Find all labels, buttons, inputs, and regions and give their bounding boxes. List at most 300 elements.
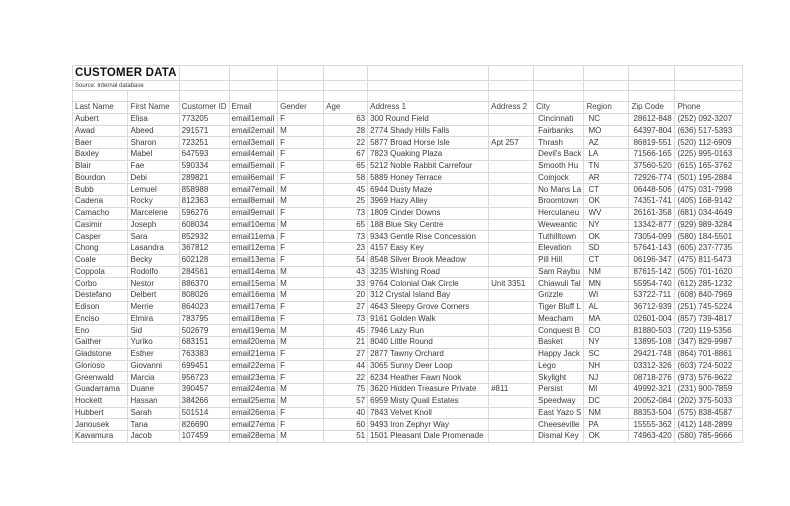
cell-address-1[interactable]: 9343 Gentle Rise Concession bbox=[368, 231, 489, 243]
cell-phone[interactable]: (505) 701-1620 bbox=[675, 266, 743, 278]
cell-email[interactable]: email12ema bbox=[229, 243, 278, 255]
cell-first-name[interactable]: Nestor bbox=[128, 278, 179, 290]
cell-city[interactable]: Tuthilltown bbox=[534, 231, 584, 243]
cell-email[interactable]: email9email bbox=[229, 207, 278, 219]
cell-customer-id[interactable]: 864023 bbox=[179, 301, 229, 313]
cell-region[interactable]: NJ bbox=[584, 372, 629, 384]
cell-address-2[interactable] bbox=[489, 184, 534, 196]
cell-phone[interactable]: (681) 034-4649 bbox=[675, 207, 743, 219]
cell-address-2[interactable] bbox=[489, 313, 534, 325]
cell-address-2[interactable] bbox=[489, 348, 534, 360]
cell-city[interactable]: Cincinnati bbox=[534, 113, 584, 125]
cell-email[interactable]: email16ema bbox=[229, 290, 278, 302]
cell-last-name[interactable]: Gladstone bbox=[73, 348, 128, 360]
cell-first-name[interactable]: Marcia bbox=[128, 372, 179, 384]
cell[interactable] bbox=[73, 91, 128, 102]
cell-address-1[interactable]: 2877 Tawny Orchard bbox=[368, 348, 489, 360]
cell-address-1[interactable]: 188 Blue Sky Centre bbox=[368, 219, 489, 231]
cell-phone[interactable]: (615) 165-3762 bbox=[675, 160, 743, 172]
cell[interactable] bbox=[675, 91, 743, 102]
cell-age[interactable]: 57 bbox=[324, 395, 368, 407]
cell-gender[interactable]: M bbox=[278, 395, 324, 407]
cell-first-name[interactable]: Jacob bbox=[128, 431, 179, 443]
cell-customer-id[interactable]: 502679 bbox=[179, 325, 229, 337]
cell-city[interactable]: No Mans La bbox=[534, 184, 584, 196]
cell-gender[interactable]: F bbox=[278, 160, 324, 172]
cell-age[interactable]: 73 bbox=[324, 207, 368, 219]
cell-gender[interactable]: F bbox=[278, 372, 324, 384]
cell-last-name[interactable]: Baxley bbox=[73, 149, 128, 161]
cell-email[interactable]: email2email bbox=[229, 125, 278, 137]
cell-address-1[interactable]: 3235 Wishing Road bbox=[368, 266, 489, 278]
cell-zip-code[interactable]: 28612-848 bbox=[629, 113, 675, 125]
cell-city[interactable]: Speedway bbox=[534, 395, 584, 407]
cell-phone[interactable]: (608) 840-7969 bbox=[675, 290, 743, 302]
cell-gender[interactable]: F bbox=[278, 254, 324, 266]
cell-city[interactable]: Lego bbox=[534, 360, 584, 372]
cell-zip-code[interactable]: 72926-774 bbox=[629, 172, 675, 184]
cell[interactable] bbox=[489, 66, 534, 81]
cell-address-1[interactable]: 8548 Silver Brook Meadow bbox=[368, 254, 489, 266]
cell-email[interactable]: email6email bbox=[229, 172, 278, 184]
cell-gender[interactable]: F bbox=[278, 113, 324, 125]
cell-phone[interactable]: (929) 989-3284 bbox=[675, 219, 743, 231]
cell[interactable] bbox=[489, 81, 534, 91]
cell-last-name[interactable]: Hubbert bbox=[73, 407, 128, 419]
cell-zip-code[interactable]: 13895-108 bbox=[629, 337, 675, 349]
cell-zip-code[interactable]: 88353-504 bbox=[629, 407, 675, 419]
cell-gender[interactable]: F bbox=[278, 137, 324, 149]
cell-city[interactable]: Chiawuli Tal bbox=[534, 278, 584, 290]
cell-region[interactable]: CT bbox=[584, 184, 629, 196]
cell[interactable] bbox=[534, 91, 584, 102]
cell-phone[interactable]: (405) 168-9142 bbox=[675, 196, 743, 208]
cell-email[interactable]: email7email bbox=[229, 184, 278, 196]
cell-last-name[interactable]: Kawamura bbox=[73, 431, 128, 443]
cell-first-name[interactable]: Duane bbox=[128, 384, 179, 396]
cell-last-name[interactable]: Coale bbox=[73, 254, 128, 266]
cell-phone[interactable]: (603) 724-5022 bbox=[675, 360, 743, 372]
cell-address-1[interactable]: 4157 Easy Key bbox=[368, 243, 489, 255]
cell-last-name[interactable]: Enciso bbox=[73, 313, 128, 325]
cell-region[interactable]: CO bbox=[584, 325, 629, 337]
cell-city[interactable]: Sam Raybu bbox=[534, 266, 584, 278]
cell-zip-code[interactable]: 15555-362 bbox=[629, 419, 675, 431]
cell-gender[interactable]: M bbox=[278, 219, 324, 231]
cell-zip-code[interactable]: 71566-165 bbox=[629, 149, 675, 161]
cell-address-1[interactable]: 6959 Misty Quail Estates bbox=[368, 395, 489, 407]
cell-region[interactable]: SC bbox=[584, 348, 629, 360]
cell[interactable] bbox=[179, 91, 229, 102]
cell-gender[interactable]: F bbox=[278, 313, 324, 325]
cell-zip-code[interactable]: 37560-520 bbox=[629, 160, 675, 172]
cell-city[interactable]: Weweantic bbox=[534, 219, 584, 231]
cell-first-name[interactable]: Merrie bbox=[128, 301, 179, 313]
cell-customer-id[interactable]: 956723 bbox=[179, 372, 229, 384]
cell-phone[interactable]: (636) 517-5393 bbox=[675, 125, 743, 137]
cell-email[interactable]: email25ema bbox=[229, 395, 278, 407]
cell-age[interactable]: 23 bbox=[324, 243, 368, 255]
cell-region[interactable]: MN bbox=[584, 278, 629, 290]
cell-address-2[interactable]: #811 bbox=[489, 384, 534, 396]
cell-zip-code[interactable]: 73054-099 bbox=[629, 231, 675, 243]
cell-phone[interactable]: (864) 701-8861 bbox=[675, 348, 743, 360]
cell-city[interactable]: East Yazo S bbox=[534, 407, 584, 419]
cell-last-name[interactable]: Camacho bbox=[73, 207, 128, 219]
cell-address-2[interactable] bbox=[489, 231, 534, 243]
cell-age[interactable]: 75 bbox=[324, 384, 368, 396]
cell-first-name[interactable]: Sara bbox=[128, 231, 179, 243]
cell[interactable] bbox=[675, 66, 743, 81]
cell-email[interactable]: email13ema bbox=[229, 254, 278, 266]
cell-address-2[interactable] bbox=[489, 360, 534, 372]
cell-age[interactable]: 51 bbox=[324, 431, 368, 443]
cell-address-2[interactable] bbox=[489, 160, 534, 172]
cell-last-name[interactable]: Corbo bbox=[73, 278, 128, 290]
cell-address-2[interactable] bbox=[489, 419, 534, 431]
cell-customer-id[interactable]: 608034 bbox=[179, 219, 229, 231]
cell-customer-id[interactable]: 107459 bbox=[179, 431, 229, 443]
cell-city[interactable]: Broomtown bbox=[534, 196, 584, 208]
cell-phone[interactable]: (605) 237-7735 bbox=[675, 243, 743, 255]
cell-region[interactable]: CT bbox=[584, 254, 629, 266]
cell-zip-code[interactable]: 26161-358 bbox=[629, 207, 675, 219]
column-header-zip-code[interactable]: Zip Code bbox=[629, 102, 675, 114]
sheet-title[interactable]: CUSTOMER DATA bbox=[73, 66, 180, 81]
cell-zip-code[interactable]: 57641-143 bbox=[629, 243, 675, 255]
cell-email[interactable]: email20ema bbox=[229, 337, 278, 349]
cell[interactable] bbox=[368, 66, 489, 81]
cell-zip-code[interactable]: 74963-420 bbox=[629, 431, 675, 443]
cell-customer-id[interactable]: 763383 bbox=[179, 348, 229, 360]
cell-gender[interactable]: F bbox=[278, 207, 324, 219]
cell-city[interactable]: Dismal Key bbox=[534, 431, 584, 443]
cell-region[interactable]: OK bbox=[584, 431, 629, 443]
cell-last-name[interactable]: Bubb bbox=[73, 184, 128, 196]
cell-age[interactable]: 60 bbox=[324, 419, 368, 431]
cell-city[interactable]: Tiger Bluff L bbox=[534, 301, 584, 313]
cell-region[interactable]: AR bbox=[584, 172, 629, 184]
cell-address-2[interactable]: Unit 3351 bbox=[489, 278, 534, 290]
cell-gender[interactable]: M bbox=[278, 325, 324, 337]
cell-phone[interactable]: (575) 838-4587 bbox=[675, 407, 743, 419]
column-header-age[interactable]: Age bbox=[324, 102, 368, 114]
cell-last-name[interactable]: Chong bbox=[73, 243, 128, 255]
cell-customer-id[interactable]: 783795 bbox=[179, 313, 229, 325]
cell[interactable] bbox=[278, 81, 324, 91]
cell-region[interactable]: NY bbox=[584, 337, 629, 349]
cell-zip-code[interactable]: 03312-326 bbox=[629, 360, 675, 372]
cell-age[interactable]: 40 bbox=[324, 407, 368, 419]
cell-customer-id[interactable]: 284561 bbox=[179, 266, 229, 278]
cell-first-name[interactable]: Elmira bbox=[128, 313, 179, 325]
cell-zip-code[interactable]: 64397-804 bbox=[629, 125, 675, 137]
cell-last-name[interactable]: Casper bbox=[73, 231, 128, 243]
cell[interactable] bbox=[179, 81, 229, 91]
cell-region[interactable]: OK bbox=[584, 196, 629, 208]
cell-address-1[interactable]: 1501 Pleasant Dale Promenade bbox=[368, 431, 489, 443]
cell-age[interactable]: 25 bbox=[324, 196, 368, 208]
cell-last-name[interactable]: Blair bbox=[73, 160, 128, 172]
cell-zip-code[interactable]: 29421-748 bbox=[629, 348, 675, 360]
cell-address-2[interactable] bbox=[489, 172, 534, 184]
cell-address-1[interactable]: 5212 Noble Rabbit Carrefour bbox=[368, 160, 489, 172]
cell-city[interactable]: Basket bbox=[534, 337, 584, 349]
cell-gender[interactable]: M bbox=[278, 184, 324, 196]
cell-first-name[interactable]: Becky bbox=[128, 254, 179, 266]
cell-age[interactable]: 44 bbox=[324, 360, 368, 372]
cell-region[interactable]: NC bbox=[584, 113, 629, 125]
cell-last-name[interactable]: Glorioso bbox=[73, 360, 128, 372]
cell-phone[interactable]: (252) 092-3207 bbox=[675, 113, 743, 125]
cell-address-2[interactable] bbox=[489, 395, 534, 407]
column-header-email[interactable]: Email bbox=[229, 102, 278, 114]
cell-city[interactable]: Thrash bbox=[534, 137, 584, 149]
cell-age[interactable]: 21 bbox=[324, 337, 368, 349]
cell-email[interactable]: email14ema bbox=[229, 266, 278, 278]
cell-phone[interactable]: (720) 119-5356 bbox=[675, 325, 743, 337]
cell-region[interactable]: AL bbox=[584, 301, 629, 313]
column-header-city[interactable]: City bbox=[534, 102, 584, 114]
cell-last-name[interactable]: Greenwald bbox=[73, 372, 128, 384]
cell[interactable] bbox=[534, 81, 584, 91]
cell[interactable] bbox=[278, 91, 324, 102]
cell-city[interactable]: Pill Hill bbox=[534, 254, 584, 266]
cell-customer-id[interactable]: 826690 bbox=[179, 419, 229, 431]
cell-region[interactable]: PA bbox=[584, 419, 629, 431]
cell[interactable] bbox=[675, 81, 743, 91]
cell-phone[interactable]: (520) 112-6909 bbox=[675, 137, 743, 149]
cell-address-1[interactable]: 9161 Golden Walk bbox=[368, 313, 489, 325]
cell-customer-id[interactable]: 858988 bbox=[179, 184, 229, 196]
cell-address-2[interactable] bbox=[489, 266, 534, 278]
cell-address-2[interactable] bbox=[489, 149, 534, 161]
cell-region[interactable]: MO bbox=[584, 125, 629, 137]
cell-first-name[interactable]: Hassan bbox=[128, 395, 179, 407]
cell-age[interactable]: 73 bbox=[324, 231, 368, 243]
cell-zip-code[interactable]: 87615-142 bbox=[629, 266, 675, 278]
cell-last-name[interactable]: Baer bbox=[73, 137, 128, 149]
cell-age[interactable]: 58 bbox=[324, 172, 368, 184]
cell-address-1[interactable]: 7823 Quaking Plaza bbox=[368, 149, 489, 161]
cell[interactable] bbox=[489, 91, 534, 102]
cell-region[interactable]: WI bbox=[584, 290, 629, 302]
cell-customer-id[interactable]: 384266 bbox=[179, 395, 229, 407]
cell-first-name[interactable]: Marcelene bbox=[128, 207, 179, 219]
cell-address-2[interactable]: Apt 257 bbox=[489, 137, 534, 149]
cell-city[interactable]: Conquest B bbox=[534, 325, 584, 337]
cell-city[interactable]: Cheeseville bbox=[534, 419, 584, 431]
cell-address-2[interactable] bbox=[489, 254, 534, 266]
cell[interactable] bbox=[584, 81, 629, 91]
cell-region[interactable]: WV bbox=[584, 207, 629, 219]
cell-age[interactable]: 43 bbox=[324, 266, 368, 278]
cell-first-name[interactable]: Yuriko bbox=[128, 337, 179, 349]
cell-zip-code[interactable]: 20052-084 bbox=[629, 395, 675, 407]
cell-age[interactable]: 33 bbox=[324, 278, 368, 290]
cell-region[interactable]: NH bbox=[584, 360, 629, 372]
cell-phone[interactable]: (231) 900-7859 bbox=[675, 384, 743, 396]
cell-email[interactable]: email10ema bbox=[229, 219, 278, 231]
cell-gender[interactable]: M bbox=[278, 278, 324, 290]
cell-address-1[interactable]: 8040 Little Round bbox=[368, 337, 489, 349]
cell-gender[interactable]: F bbox=[278, 243, 324, 255]
column-header-gender[interactable]: Gender bbox=[278, 102, 324, 114]
cell-address-2[interactable] bbox=[489, 407, 534, 419]
cell-age[interactable]: 54 bbox=[324, 254, 368, 266]
column-header-last-name[interactable]: Last Name bbox=[73, 102, 128, 114]
cell-city[interactable]: Devil's Back bbox=[534, 149, 584, 161]
cell-phone[interactable]: (973) 576-9622 bbox=[675, 372, 743, 384]
cell-city[interactable]: Grizzle bbox=[534, 290, 584, 302]
cell-email[interactable]: email19ema bbox=[229, 325, 278, 337]
cell-zip-code[interactable]: 81880-503 bbox=[629, 325, 675, 337]
cell-address-2[interactable] bbox=[489, 290, 534, 302]
cell-zip-code[interactable]: 74351-741 bbox=[629, 196, 675, 208]
cell-age[interactable]: 65 bbox=[324, 160, 368, 172]
cell-gender[interactable]: M bbox=[278, 196, 324, 208]
cell-first-name[interactable]: Rocky bbox=[128, 196, 179, 208]
cell-gender[interactable]: M bbox=[278, 290, 324, 302]
cell-phone[interactable]: (347) 829-9987 bbox=[675, 337, 743, 349]
cell-address-1[interactable]: 4643 Sleepy Grove Corners bbox=[368, 301, 489, 313]
cell-customer-id[interactable]: 367812 bbox=[179, 243, 229, 255]
cell-gender[interactable]: F bbox=[278, 301, 324, 313]
cell-first-name[interactable]: Joseph bbox=[128, 219, 179, 231]
cell-address-1[interactable]: 3065 Sunny Deer Loop bbox=[368, 360, 489, 372]
cell-first-name[interactable]: Tana bbox=[128, 419, 179, 431]
cell-address-2[interactable] bbox=[489, 219, 534, 231]
cell-zip-code[interactable]: 53722-711 bbox=[629, 290, 675, 302]
cell-last-name[interactable]: Hockett bbox=[73, 395, 128, 407]
cell-address-2[interactable] bbox=[489, 431, 534, 443]
cell-address-1[interactable]: 9764 Colonial Oak Circle bbox=[368, 278, 489, 290]
source-note[interactable]: Source: Internal database bbox=[73, 81, 180, 91]
cell-age[interactable]: 67 bbox=[324, 149, 368, 161]
cell-last-name[interactable]: Eno bbox=[73, 325, 128, 337]
cell-customer-id[interactable]: 852932 bbox=[179, 231, 229, 243]
cell-email[interactable]: email24ema bbox=[229, 384, 278, 396]
cell-gender[interactable]: F bbox=[278, 407, 324, 419]
cell-first-name[interactable]: Sid bbox=[128, 325, 179, 337]
cell-city[interactable]: Coinjock bbox=[534, 172, 584, 184]
cell-first-name[interactable]: Elisa bbox=[128, 113, 179, 125]
cell-first-name[interactable]: Debi bbox=[128, 172, 179, 184]
cell-customer-id[interactable]: 808026 bbox=[179, 290, 229, 302]
cell-last-name[interactable]: Gaither bbox=[73, 337, 128, 349]
cell[interactable] bbox=[278, 66, 324, 81]
cell-phone[interactable]: (501) 195-2884 bbox=[675, 172, 743, 184]
cell[interactable] bbox=[324, 91, 368, 102]
cell-gender[interactable]: F bbox=[278, 172, 324, 184]
cell-email[interactable]: email27ema bbox=[229, 419, 278, 431]
cell-address-2[interactable] bbox=[489, 207, 534, 219]
cell-age[interactable]: 22 bbox=[324, 137, 368, 149]
cell-address-1[interactable]: 9493 Iron Zephyr Way bbox=[368, 419, 489, 431]
cell-region[interactable]: NY bbox=[584, 219, 629, 231]
cell-phone[interactable]: (580) 785-9666 bbox=[675, 431, 743, 443]
cell-phone[interactable]: (412) 148-2899 bbox=[675, 419, 743, 431]
cell-address-1[interactable]: 7946 Lazy Run bbox=[368, 325, 489, 337]
cell-city[interactable]: Persist bbox=[534, 384, 584, 396]
cell-first-name[interactable]: Mabel bbox=[128, 149, 179, 161]
column-header-first-name[interactable]: First Name bbox=[128, 102, 179, 114]
cell-gender[interactable]: F bbox=[278, 360, 324, 372]
cell-age[interactable]: 45 bbox=[324, 184, 368, 196]
cell[interactable] bbox=[629, 91, 675, 102]
cell-first-name[interactable]: Sarah bbox=[128, 407, 179, 419]
cell[interactable] bbox=[629, 81, 675, 91]
cell-zip-code[interactable]: 08718-276 bbox=[629, 372, 675, 384]
cell-region[interactable]: SD bbox=[584, 243, 629, 255]
cell[interactable] bbox=[534, 66, 584, 81]
cell-phone[interactable]: (251) 745-5224 bbox=[675, 301, 743, 313]
cell-gender[interactable]: M bbox=[278, 431, 324, 443]
cell-phone[interactable]: (612) 285-1232 bbox=[675, 278, 743, 290]
cell-city[interactable]: Happy Jack bbox=[534, 348, 584, 360]
cell-zip-code[interactable]: 06448-506 bbox=[629, 184, 675, 196]
cell-address-1[interactable]: 5877 Broad Horse Isle bbox=[368, 137, 489, 149]
cell-phone[interactable]: (475) 811-5473 bbox=[675, 254, 743, 266]
column-header-address-2[interactable]: Address 2 bbox=[489, 102, 534, 114]
cell-city[interactable]: Herculaneu bbox=[534, 207, 584, 219]
cell-last-name[interactable]: Awad bbox=[73, 125, 128, 137]
cell[interactable] bbox=[584, 91, 629, 102]
cell-gender[interactable]: F bbox=[278, 231, 324, 243]
cell-phone[interactable]: (857) 739-4817 bbox=[675, 313, 743, 325]
cell-last-name[interactable]: Destefano bbox=[73, 290, 128, 302]
cell-region[interactable]: TN bbox=[584, 160, 629, 172]
cell-first-name[interactable]: Sharon bbox=[128, 137, 179, 149]
cell-address-1[interactable]: 1809 Cinder Downs bbox=[368, 207, 489, 219]
cell[interactable] bbox=[229, 81, 278, 91]
cell-email[interactable]: email26ema bbox=[229, 407, 278, 419]
cell-email[interactable]: email4email bbox=[229, 149, 278, 161]
cell[interactable] bbox=[324, 81, 368, 91]
cell-first-name[interactable]: Esther bbox=[128, 348, 179, 360]
cell-last-name[interactable]: Edison bbox=[73, 301, 128, 313]
cell-first-name[interactable]: Giovanni bbox=[128, 360, 179, 372]
cell-email[interactable]: email28ema bbox=[229, 431, 278, 443]
cell-region[interactable]: NM bbox=[584, 407, 629, 419]
cell-gender[interactable]: F bbox=[278, 419, 324, 431]
cell-zip-code[interactable]: 55954-740 bbox=[629, 278, 675, 290]
cell-first-name[interactable]: Abeed bbox=[128, 125, 179, 137]
cell-last-name[interactable]: Aubert bbox=[73, 113, 128, 125]
cell-gender[interactable]: M bbox=[278, 384, 324, 396]
cell-region[interactable]: OK bbox=[584, 231, 629, 243]
cell[interactable] bbox=[368, 81, 489, 91]
cell-zip-code[interactable]: 49992-321 bbox=[629, 384, 675, 396]
cell-customer-id[interactable]: 886370 bbox=[179, 278, 229, 290]
cell-customer-id[interactable]: 683151 bbox=[179, 337, 229, 349]
cell-region[interactable]: NM bbox=[584, 266, 629, 278]
cell-customer-id[interactable]: 390457 bbox=[179, 384, 229, 396]
cell-zip-code[interactable]: 06196-347 bbox=[629, 254, 675, 266]
cell-phone[interactable]: (580) 184-5501 bbox=[675, 231, 743, 243]
cell-customer-id[interactable]: 773205 bbox=[179, 113, 229, 125]
cell-last-name[interactable]: Bourdon bbox=[73, 172, 128, 184]
cell-email[interactable]: email22ema bbox=[229, 360, 278, 372]
cell-email[interactable]: email17ema bbox=[229, 301, 278, 313]
cell-gender[interactable]: M bbox=[278, 337, 324, 349]
cell-city[interactable]: Fairbanks bbox=[534, 125, 584, 137]
cell[interactable] bbox=[584, 66, 629, 81]
cell-customer-id[interactable]: 596276 bbox=[179, 207, 229, 219]
cell-address-2[interactable] bbox=[489, 243, 534, 255]
cell-zip-code[interactable]: 86819-551 bbox=[629, 137, 675, 149]
cell-gender[interactable]: M bbox=[278, 125, 324, 137]
